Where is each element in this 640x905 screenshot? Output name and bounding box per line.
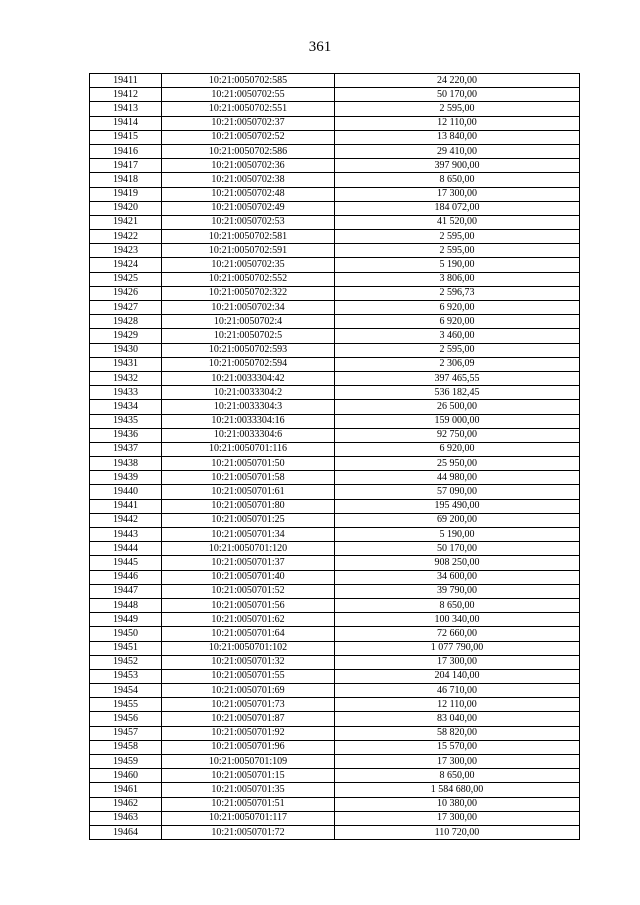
cadastral-number-cell: 10:21:0050701:116 — [162, 442, 335, 456]
row-number-cell: 19462 — [90, 797, 162, 811]
row-number-cell: 19459 — [90, 755, 162, 769]
row-number-cell: 19416 — [90, 144, 162, 158]
cadastral-number-cell: 10:21:0050701:120 — [162, 542, 335, 556]
cost-value-cell: 15 570,00 — [335, 740, 580, 754]
cadastral-number-cell: 10:21:0050702:37 — [162, 116, 335, 130]
cadastral-number-cell: 10:21:0050702:53 — [162, 215, 335, 229]
cost-value-cell: 46 710,00 — [335, 684, 580, 698]
cadastral-number-cell: 10:21:0050701:58 — [162, 471, 335, 485]
cost-value-cell: 3 806,00 — [335, 272, 580, 286]
row-number-cell: 19461 — [90, 783, 162, 797]
table-row — [90, 428, 580, 442]
row-number-cell: 19439 — [90, 471, 162, 485]
row-number-cell: 19440 — [90, 485, 162, 499]
row-number-cell: 19434 — [90, 400, 162, 414]
cost-value-cell: 2 595,00 — [335, 230, 580, 244]
cost-value-cell: 58 820,00 — [335, 726, 580, 740]
row-number-cell: 19429 — [90, 329, 162, 343]
cost-value-cell: 17 300,00 — [335, 655, 580, 669]
row-number-cell: 19451 — [90, 641, 162, 655]
cadastral-number-cell: 10:21:0050702:49 — [162, 201, 335, 215]
cadastral-number-cell: 10:21:0050702:594 — [162, 357, 335, 371]
cadastral-number-cell: 10:21:0050701:50 — [162, 457, 335, 471]
cost-value-cell: 50 170,00 — [335, 542, 580, 556]
cadastral-number-cell: 10:21:0050702:52 — [162, 130, 335, 144]
registry-table-body — [90, 74, 580, 840]
table-row — [90, 698, 580, 712]
cadastral-number-cell: 10:21:0050701:109 — [162, 755, 335, 769]
cost-value-cell: 110 720,00 — [335, 825, 580, 839]
row-number-cell: 19414 — [90, 116, 162, 130]
row-number-cell: 19432 — [90, 371, 162, 385]
table-row — [90, 442, 580, 456]
cost-value-cell: 92 750,00 — [335, 428, 580, 442]
cadastral-number-cell: 10:21:0050701:62 — [162, 613, 335, 627]
cadastral-number-cell: 10:21:0050702:585 — [162, 74, 335, 88]
table-row — [90, 315, 580, 329]
cost-value-cell: 204 140,00 — [335, 669, 580, 683]
table-row — [90, 371, 580, 385]
table-row — [90, 272, 580, 286]
row-number-cell: 19423 — [90, 244, 162, 258]
cost-value-cell: 3 460,00 — [335, 329, 580, 343]
table-row — [90, 783, 580, 797]
table-row — [90, 258, 580, 272]
cost-value-cell: 5 190,00 — [335, 528, 580, 542]
row-number-cell: 19435 — [90, 414, 162, 428]
cost-value-cell: 195 490,00 — [335, 499, 580, 513]
cost-value-cell: 6 920,00 — [335, 301, 580, 315]
cost-value-cell: 397 465,55 — [335, 371, 580, 385]
cadastral-number-cell: 10:21:0050701:61 — [162, 485, 335, 499]
table-row — [90, 244, 580, 258]
cost-value-cell: 57 090,00 — [335, 485, 580, 499]
table-row — [90, 684, 580, 698]
table-row — [90, 769, 580, 783]
cadastral-number-cell: 10:21:0050701:32 — [162, 655, 335, 669]
cost-value-cell: 72 660,00 — [335, 627, 580, 641]
row-number-cell: 19425 — [90, 272, 162, 286]
row-number-cell: 19460 — [90, 769, 162, 783]
cadastral-number-cell: 10:21:0033304:16 — [162, 414, 335, 428]
cost-value-cell: 8 650,00 — [335, 598, 580, 612]
cadastral-number-cell: 10:21:0050701:40 — [162, 570, 335, 584]
row-number-cell: 19415 — [90, 130, 162, 144]
table-row — [90, 286, 580, 300]
row-number-cell: 19420 — [90, 201, 162, 215]
table-row — [90, 755, 580, 769]
cadastral-number-cell: 10:21:0050702:322 — [162, 286, 335, 300]
cost-value-cell: 536 182,45 — [335, 386, 580, 400]
cadastral-number-cell: 10:21:0050701:64 — [162, 627, 335, 641]
cadastral-number-cell: 10:21:0050702:551 — [162, 102, 335, 116]
cadastral-number-cell: 10:21:0050701:96 — [162, 740, 335, 754]
row-number-cell: 19454 — [90, 684, 162, 698]
table-row — [90, 627, 580, 641]
row-number-cell: 19442 — [90, 513, 162, 527]
cadastral-number-cell: 10:21:0050701:34 — [162, 528, 335, 542]
cost-value-cell: 159 000,00 — [335, 414, 580, 428]
table-row — [90, 414, 580, 428]
cost-value-cell: 24 220,00 — [335, 74, 580, 88]
cost-value-cell: 8 650,00 — [335, 173, 580, 187]
table-row — [90, 130, 580, 144]
table-row — [90, 556, 580, 570]
cadastral-number-cell: 10:21:0050702:586 — [162, 144, 335, 158]
cost-value-cell: 13 840,00 — [335, 130, 580, 144]
cost-value-cell: 34 600,00 — [335, 570, 580, 584]
cost-value-cell: 41 520,00 — [335, 215, 580, 229]
table-row — [90, 797, 580, 811]
cadastral-number-cell: 10:21:0033304:3 — [162, 400, 335, 414]
table-row — [90, 570, 580, 584]
cost-value-cell: 397 900,00 — [335, 159, 580, 173]
cadastral-number-cell: 10:21:0050701:52 — [162, 584, 335, 598]
table-row — [90, 485, 580, 499]
cadastral-number-cell: 10:21:0050702:38 — [162, 173, 335, 187]
row-number-cell: 19417 — [90, 159, 162, 173]
row-number-cell: 19428 — [90, 315, 162, 329]
table-row — [90, 542, 580, 556]
row-number-cell: 19411 — [90, 74, 162, 88]
cost-value-cell: 17 300,00 — [335, 187, 580, 201]
row-number-cell: 19424 — [90, 258, 162, 272]
row-number-cell: 19427 — [90, 301, 162, 315]
table-row — [90, 74, 580, 88]
cost-value-cell: 2 595,00 — [335, 343, 580, 357]
table-row — [90, 357, 580, 371]
cadastral-number-cell: 10:21:0050702:552 — [162, 272, 335, 286]
cost-value-cell: 6 920,00 — [335, 315, 580, 329]
table-row — [90, 116, 580, 130]
table-row — [90, 400, 580, 414]
cadastral-number-cell: 10:21:0050701:73 — [162, 698, 335, 712]
cadastral-number-cell: 10:21:0050702:34 — [162, 301, 335, 315]
registry-table — [89, 73, 580, 840]
table-row — [90, 584, 580, 598]
row-number-cell: 19421 — [90, 215, 162, 229]
row-number-cell: 19446 — [90, 570, 162, 584]
cost-value-cell: 26 500,00 — [335, 400, 580, 414]
cadastral-number-cell: 10:21:0050702:55 — [162, 88, 335, 102]
cost-value-cell: 1 584 680,00 — [335, 783, 580, 797]
table-row — [90, 215, 580, 229]
row-number-cell: 19431 — [90, 357, 162, 371]
row-number-cell: 19443 — [90, 528, 162, 542]
cadastral-number-cell: 10:21:0050702:581 — [162, 230, 335, 244]
cadastral-number-cell: 10:21:0033304:42 — [162, 371, 335, 385]
table-row — [90, 386, 580, 400]
cadastral-number-cell: 10:21:0050701:92 — [162, 726, 335, 740]
row-number-cell: 19447 — [90, 584, 162, 598]
cost-value-cell: 2 596,73 — [335, 286, 580, 300]
table-row — [90, 187, 580, 201]
cost-value-cell: 17 300,00 — [335, 755, 580, 769]
cadastral-number-cell: 10:21:0050701:25 — [162, 513, 335, 527]
table-row — [90, 102, 580, 116]
cadastral-number-cell: 10:21:0050701:102 — [162, 641, 335, 655]
table-row — [90, 301, 580, 315]
table-row — [90, 173, 580, 187]
row-number-cell: 19422 — [90, 230, 162, 244]
table-row — [90, 329, 580, 343]
row-number-cell: 19430 — [90, 343, 162, 357]
cost-value-cell: 2 595,00 — [335, 244, 580, 258]
row-number-cell: 19457 — [90, 726, 162, 740]
row-number-cell: 19463 — [90, 811, 162, 825]
row-number-cell: 19448 — [90, 598, 162, 612]
row-number-cell: 19455 — [90, 698, 162, 712]
cadastral-number-cell: 10:21:0050701:72 — [162, 825, 335, 839]
cost-value-cell: 83 040,00 — [335, 712, 580, 726]
cost-value-cell: 6 920,00 — [335, 442, 580, 456]
table-row — [90, 513, 580, 527]
cadastral-number-cell: 10:21:0050701:80 — [162, 499, 335, 513]
cost-value-cell: 12 110,00 — [335, 698, 580, 712]
cadastral-number-cell: 10:21:0050701:117 — [162, 811, 335, 825]
table-row — [90, 343, 580, 357]
table-row — [90, 655, 580, 669]
cadastral-number-cell: 10:21:0033304:2 — [162, 386, 335, 400]
cost-value-cell: 50 170,00 — [335, 88, 580, 102]
table-row — [90, 499, 580, 513]
cadastral-number-cell: 10:21:0050701:55 — [162, 669, 335, 683]
table-row — [90, 712, 580, 726]
cadastral-number-cell: 10:21:0050701:69 — [162, 684, 335, 698]
table-row — [90, 159, 580, 173]
row-number-cell: 19458 — [90, 740, 162, 754]
table-row — [90, 88, 580, 102]
cost-value-cell: 69 200,00 — [335, 513, 580, 527]
cadastral-number-cell: 10:21:0033304:6 — [162, 428, 335, 442]
cadastral-number-cell: 10:21:0050702:35 — [162, 258, 335, 272]
table-row — [90, 201, 580, 215]
cost-value-cell: 5 190,00 — [335, 258, 580, 272]
cadastral-number-cell: 10:21:0050702:36 — [162, 159, 335, 173]
row-number-cell: 19445 — [90, 556, 162, 570]
table-row — [90, 726, 580, 740]
cost-value-cell: 10 380,00 — [335, 797, 580, 811]
cadastral-number-cell: 10:21:0050702:593 — [162, 343, 335, 357]
cadastral-number-cell: 10:21:0050701:37 — [162, 556, 335, 570]
table-row — [90, 825, 580, 839]
cost-value-cell: 2 306,09 — [335, 357, 580, 371]
table-row — [90, 641, 580, 655]
cadastral-number-cell: 10:21:0050701:56 — [162, 598, 335, 612]
table-row — [90, 457, 580, 471]
table-row — [90, 669, 580, 683]
row-number-cell: 19444 — [90, 542, 162, 556]
row-number-cell: 19437 — [90, 442, 162, 456]
cadastral-number-cell: 10:21:0050702:48 — [162, 187, 335, 201]
row-number-cell: 19456 — [90, 712, 162, 726]
cadastral-number-cell: 10:21:0050702:5 — [162, 329, 335, 343]
row-number-cell: 19419 — [90, 187, 162, 201]
row-number-cell: 19449 — [90, 613, 162, 627]
cadastral-number-cell: 10:21:0050701:35 — [162, 783, 335, 797]
row-number-cell: 19441 — [90, 499, 162, 513]
row-number-cell: 19418 — [90, 173, 162, 187]
cost-value-cell: 25 950,00 — [335, 457, 580, 471]
cost-value-cell: 12 110,00 — [335, 116, 580, 130]
table-row — [90, 740, 580, 754]
cost-value-cell: 29 410,00 — [335, 144, 580, 158]
row-number-cell: 19412 — [90, 88, 162, 102]
row-number-cell: 19436 — [90, 428, 162, 442]
cost-value-cell: 39 790,00 — [335, 584, 580, 598]
row-number-cell: 19426 — [90, 286, 162, 300]
cadastral-number-cell: 10:21:0050702:4 — [162, 315, 335, 329]
cost-value-cell: 8 650,00 — [335, 769, 580, 783]
cadastral-number-cell: 10:21:0050701:51 — [162, 797, 335, 811]
table-row — [90, 598, 580, 612]
row-number-cell: 19438 — [90, 457, 162, 471]
cost-value-cell: 1 077 790,00 — [335, 641, 580, 655]
row-number-cell: 19452 — [90, 655, 162, 669]
table-row — [90, 471, 580, 485]
table-row — [90, 613, 580, 627]
cadastral-number-cell: 10:21:0050701:15 — [162, 769, 335, 783]
row-number-cell: 19464 — [90, 825, 162, 839]
row-number-cell: 19433 — [90, 386, 162, 400]
cost-value-cell: 184 072,00 — [335, 201, 580, 215]
cost-value-cell: 17 300,00 — [335, 811, 580, 825]
row-number-cell: 19450 — [90, 627, 162, 641]
cost-value-cell: 908 250,00 — [335, 556, 580, 570]
table-row — [90, 811, 580, 825]
cadastral-number-cell: 10:21:0050701:87 — [162, 712, 335, 726]
cost-value-cell: 100 340,00 — [335, 613, 580, 627]
table-row — [90, 144, 580, 158]
table-row — [90, 528, 580, 542]
cadastral-number-cell: 10:21:0050702:591 — [162, 244, 335, 258]
table-row — [90, 230, 580, 244]
row-number-cell: 19413 — [90, 102, 162, 116]
cost-value-cell: 2 595,00 — [335, 102, 580, 116]
page-number: 361 — [308, 39, 332, 55]
cost-value-cell: 44 980,00 — [335, 471, 580, 485]
row-number-cell: 19453 — [90, 669, 162, 683]
